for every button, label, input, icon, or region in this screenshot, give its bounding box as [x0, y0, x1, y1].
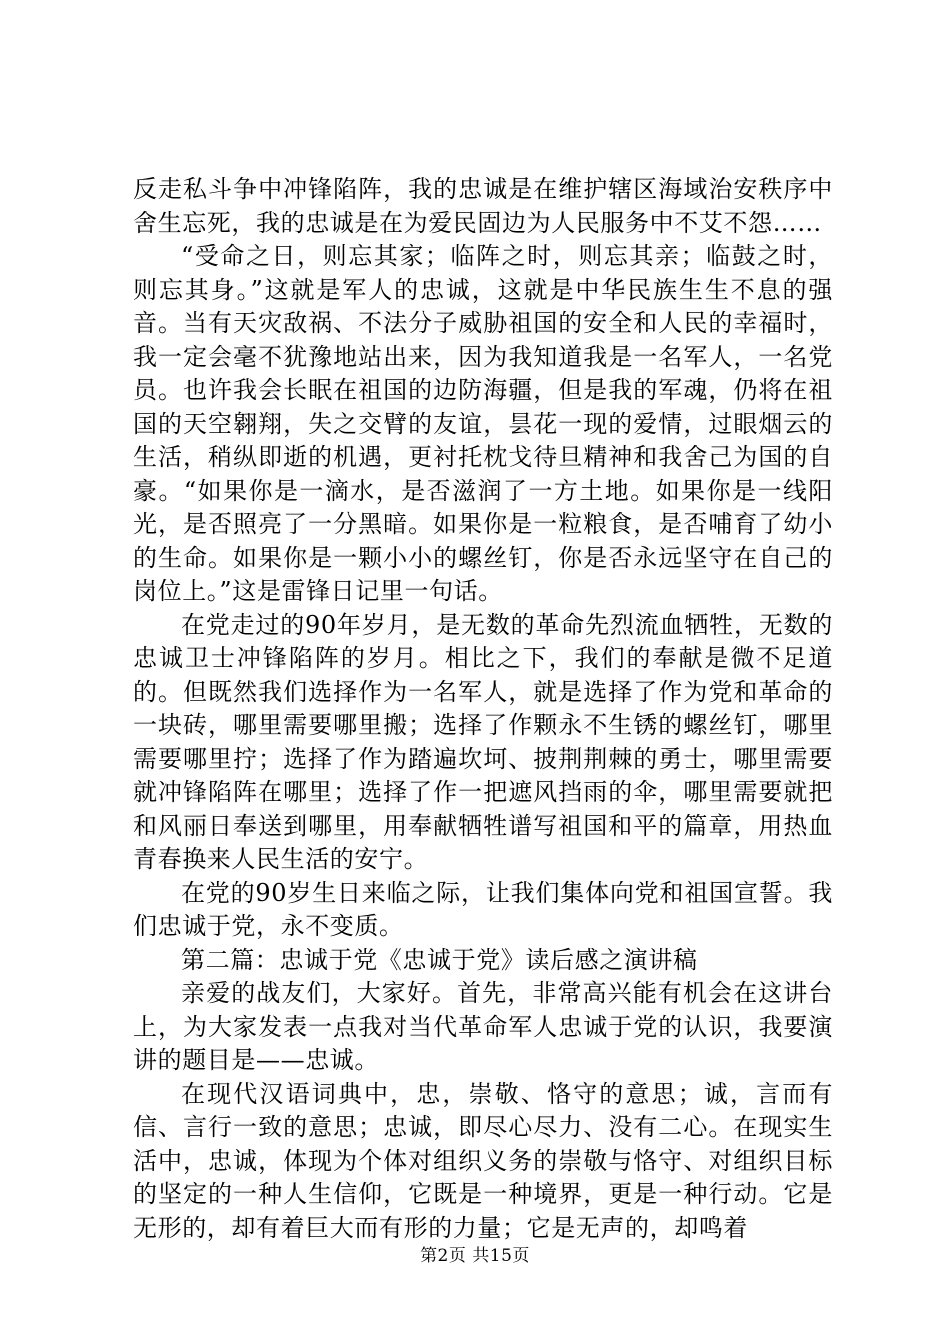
document-body — [133, 173, 833, 1245]
section-heading: 第二篇：忠诚于党《忠诚于党》读后感之演讲稿 — [181, 945, 698, 974]
paragraph-2: “受命之日，则忘其家；临阵之时，则忘其亲；临鼓之时，则忘其身。”这就是军人的忠诚，这就是中华民族生生不息的强音。当有天灾敌祸、不法分子威胁祖国的安全和人民的幸福时，我一定会毫不犹豫地站出来，因为我知道我是一名军人，一名党员。也许我会长眠在祖国的边防海疆，但是我的军魂，仍将在祖国的天空翱翔，失之交臂的友谊，昙花一现的爱情，过眼烟云的生活，稍纵即逝的机遇，更衬托枕戈待旦精神和我舍己为国的自豪。“如果你是一滴水，是否滋润了一方土地。如果你是一线阳光，是否照亮了一分黑暗。如果你是一粒粮食，是否哺育了幼小的生命。如果你是一颗小小的螺丝钉，你是否永远坚守在自己的岗位上。”这是雷锋日记里一句话。 — [133, 242, 833, 605]
paragraph-6: 在现代汉语词典中，忠，崇敬、恪守的意思；诚，言而有信、言行一致的意思；忠诚，即尽心尽力、没有二心。在现实生活中，忠诚，体现为个体对组织义务的崇敬与恪守、对组织目标的坚定的一种人生信仰，它既是一种境界，更是一种行动。它是无形的，却有着巨大而有形的力量；它是无声的，却鸣着 — [133, 1079, 833, 1242]
paragraph-3: 在党走过的90年岁月，是无数的革命先烈流血牺牲，无数的忠诚卫士冲锋陷阵的岁月。相比之下，我们的奉献是微不足道的。但既然我们选择作为一名军人，就是选择了作为党和革命的一块砖，哪里需要哪里搬；选择了作颗永不生锈的螺丝钉，哪里需要哪里拧；选择了作为踏遍坎坷、披荆荆棘的勇士，哪里需要就冲锋陷阵在哪里；选择了作一把遮风挡雨的伞，哪里需要就把和风丽日奉送到哪里，用奉献牺牲谱写祖国和平的篇章，用热血青春换来人民生活的安宁。 — [133, 610, 833, 873]
paragraph-4: 在党的90岁生日来临之际，让我们集体向党和祖国宣誓。我们忠诚于党，永不变质。 — [133, 878, 833, 940]
paragraph-5: 亲爱的战友们，大家好。首先，非常高兴能有机会在这讲台上，为大家发表一点我对当代革命军人忠诚于党的认识，我要演讲的题目是——忠诚。 — [133, 979, 833, 1074]
page-number-footer: 第2页 共15页 — [420, 1246, 530, 1266]
paragraph-1: 反走私斗争中冲锋陷阵，我的忠诚是在维护辖区海域治安秩序中舍生忘死，我的忠诚是在为爱民固边为人民服务中不艾不怨…… — [133, 175, 833, 237]
